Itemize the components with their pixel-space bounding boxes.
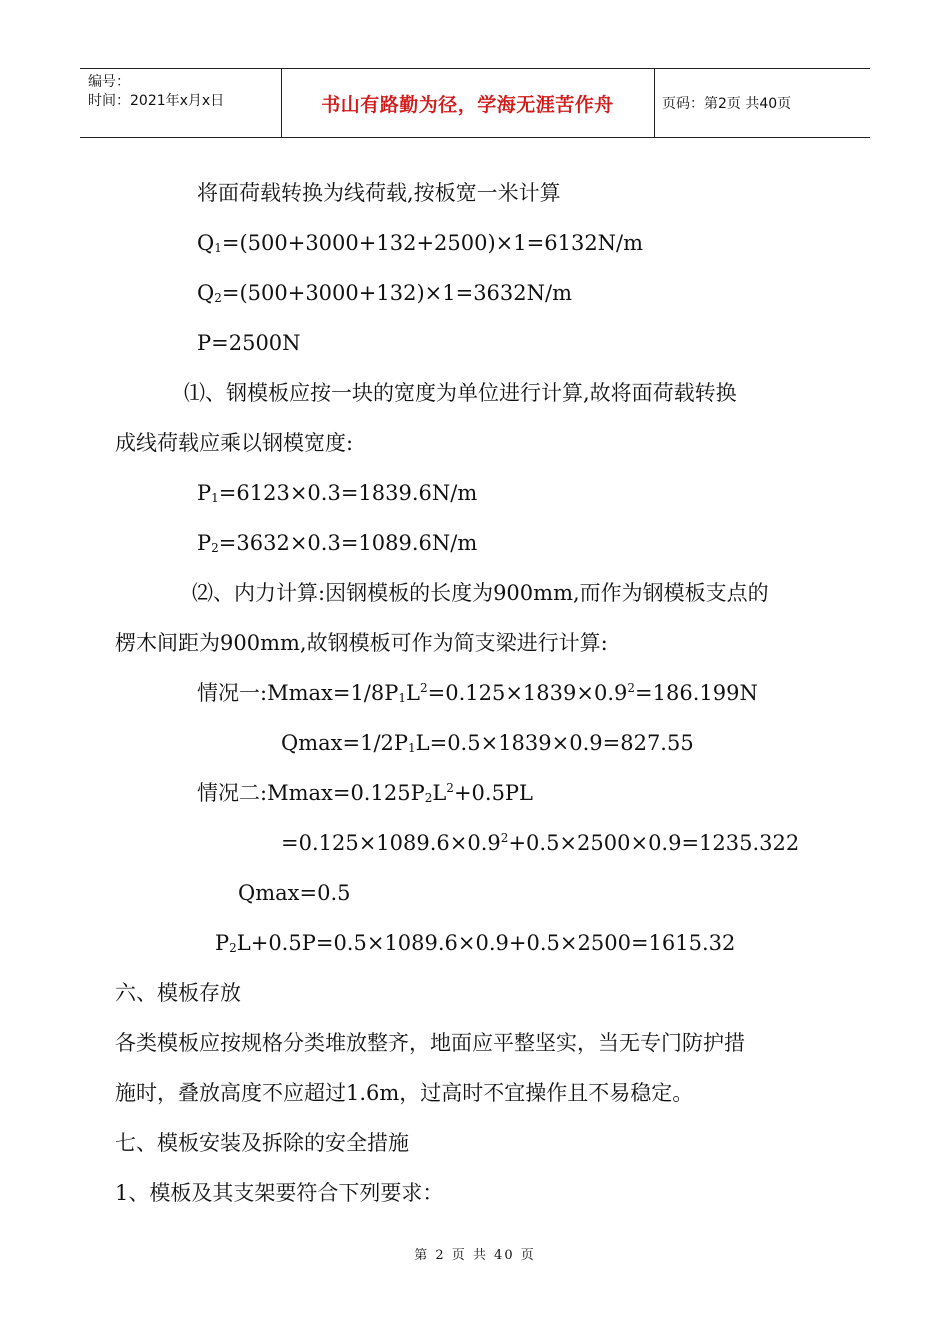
text-line: 各类模板应按规格分类堆放整齐，地面应平整坚实，当无专门防护措 — [115, 1031, 745, 1055]
formula-case2-qmax: Qmax=0.5 — [238, 881, 351, 905]
header-motto: 书山有路勤为径，学海无涯苦作舟 — [321, 93, 614, 116]
formula-case2-mmax: 情况二$:Mmax=0.125P_2L^2+0.5PL$ — [197, 781, 534, 805]
formula-case2-qmax-result: $P_2L+0.5P=0.5\times 1089.6\times 0.9+0.5\times 2500=1615.32$ — [215, 931, 736, 955]
formula-p2: $P_2=3632\times 0.3=1089.6N/m$ — [197, 531, 478, 555]
formula-p1: $P_1=6123\times 0.3=1839.6N/m$ — [197, 481, 478, 505]
header-divider — [654, 69, 655, 137]
section-heading: 六、模板存放 — [115, 981, 241, 1005]
doc-time-label: 时间：2021年x月x日 — [88, 93, 225, 109]
text-line: 楞木间距为900mm,故钢模板可作为简支梁进行计算: — [115, 631, 608, 655]
formula-q2: $Q_2=(500+3000+132)\times 1=3632N/m$ — [197, 281, 572, 305]
page-header — [80, 68, 870, 138]
header-meta — [88, 73, 224, 111]
header-page-info: 页码：第2页 共40页 — [662, 96, 792, 112]
formula-case1-qmax: $Qmax=1/2P_1L=0.5\times 1839\times 0.9=827.55$ — [281, 731, 694, 755]
doc-number-label: 编号： — [88, 74, 130, 90]
text-line: 施时，叠放高度不应超过1.6m，过高时不宜操作且不易稳定。 — [115, 1081, 694, 1105]
formula-q1: $Q_1=(500+3000+132+2500)\times 1=6132N/m$ — [197, 231, 644, 255]
text-line: 将面荷载转换为线荷载,按板宽一米计算 — [197, 181, 561, 205]
text-line: ⑵、内力计算:因钢模板的长度为900mm,而作为钢模板支点的 — [192, 581, 769, 605]
section-heading: 七、模板安装及拆除的安全措施 — [115, 1131, 409, 1155]
formula-case1-mmax: 情况一$:Mmax=1/8P_1L^2=0.125\times 1839\times 0.9^2=186.199N$ — [197, 681, 758, 705]
formula-p: P=2500N — [197, 331, 301, 355]
formula-case2-mmax-result: $=0.125\times 1089.6\times 0.9^2+0.5\times 2500\times 0.9=1235.322$ — [281, 831, 800, 855]
text-line: 成线荷载应乘以钢模宽度: — [115, 431, 354, 455]
page-footer: 第 2 页 共 40 页 — [414, 1248, 536, 1263]
text-line: 1、模板及其支架要符合下列要求： — [115, 1181, 444, 1205]
text-line: ⑴、钢模板应按一块的宽度为单位进行计算,故将面荷载转换 — [184, 381, 737, 405]
